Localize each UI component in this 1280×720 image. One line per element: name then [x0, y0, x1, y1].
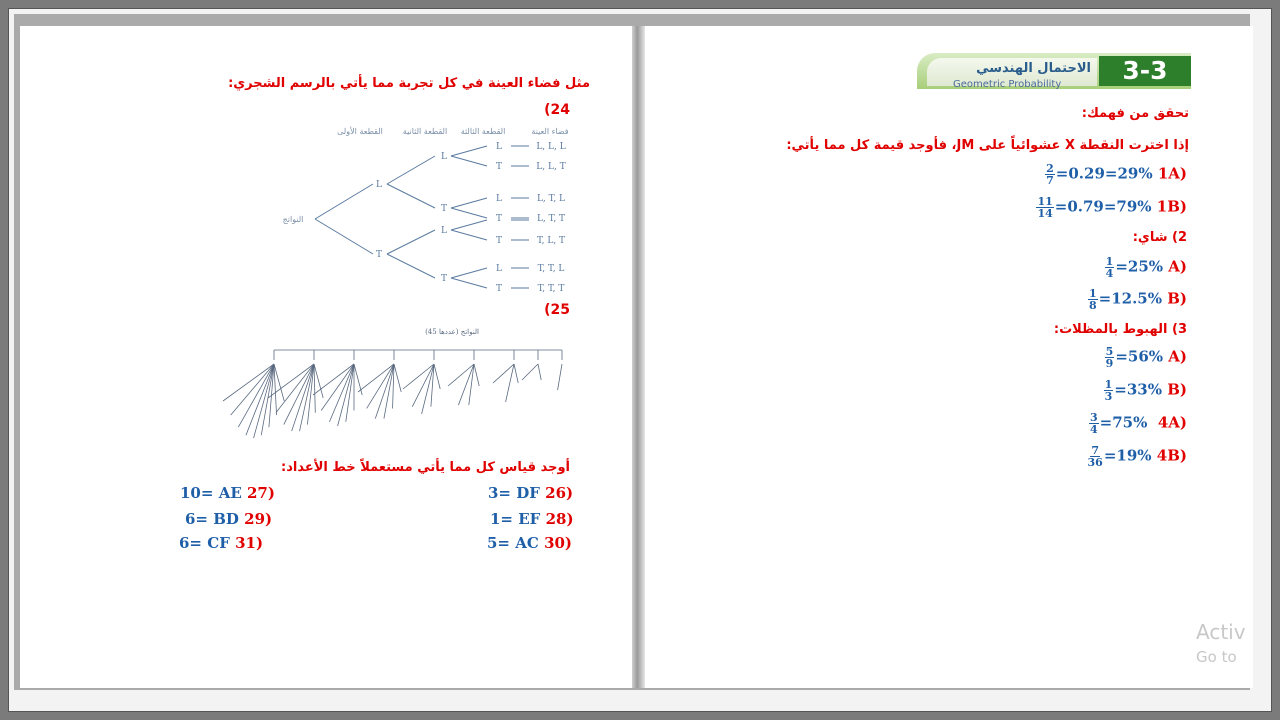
tree-node-3-4: T	[495, 214, 503, 224]
tree-node-3-6: T	[495, 236, 503, 246]
tree25-branch	[394, 364, 401, 392]
lesson-title-en: Geometric Probability	[953, 79, 1062, 90]
tree25-branch	[313, 364, 354, 395]
tree-outcome-4: L, T, T	[536, 214, 566, 224]
answer-27: 10= AE 27)	[180, 484, 275, 502]
tree25-branch	[538, 364, 541, 380]
tree25-branch	[246, 364, 274, 435]
sample-space-heading: مثل فضاء العينة في كل تجربة مما يأتي بالرسم الشجري:	[228, 76, 590, 91]
tree25-branch	[329, 364, 354, 422]
tree25-branch	[300, 364, 314, 431]
tree25-branch	[403, 364, 434, 389]
tree-root-label: النواتج	[282, 215, 304, 224]
tree-node-L1: L	[376, 180, 382, 190]
tree-node-T1: T	[375, 250, 383, 260]
lesson-title-ar: الاحتمال الهندسي	[976, 61, 1091, 76]
tree-outcome-1: L, L, L	[536, 142, 566, 152]
tree25-branch	[375, 364, 394, 419]
tree-outcome-7: T, T, L	[537, 264, 565, 274]
answer-26: 3= DF 26)	[488, 484, 574, 502]
tree25-branch	[338, 364, 354, 426]
tree25-root-label: النواتج (عددها 45)	[425, 328, 479, 336]
tree25-branch	[514, 364, 518, 383]
tree-node-T2b: T	[440, 274, 448, 284]
tree-col-label-3: القطعة الثالثة	[460, 127, 506, 136]
tree-outcome-2: L, L, T	[536, 162, 566, 172]
tree-outcome-6: T, L, T	[536, 236, 566, 246]
tree25-branch	[231, 364, 274, 415]
question-25-label: 25)	[544, 302, 570, 318]
lesson-header	[917, 53, 1191, 89]
item-3-heading: 3) الهبوط بالمظلات:	[1053, 322, 1187, 337]
answer-30: 5= AC 30)	[487, 534, 573, 552]
answer-31: 6= CF 31)	[179, 534, 264, 552]
tree-outcome-8: T, T, T	[537, 284, 565, 294]
answer-2B: $\frac{1}{8}$ =12.5% B)	[1088, 287, 1187, 312]
tree25-branch	[434, 364, 440, 389]
number-line-heading: أوجد قياس كل مما يأتي مستعملاً خط الأعداد:	[281, 460, 570, 475]
tree-col-label-2: القطعة الثانية	[402, 127, 448, 136]
answer-2A: $\frac{1}{4}$ =25% A)	[1105, 255, 1187, 280]
page-spine	[632, 26, 645, 688]
tree25-branch	[412, 364, 434, 407]
tree25-branch	[474, 364, 479, 386]
tree-node-3-3: L	[496, 194, 502, 204]
tree-diagram-24	[255, 124, 585, 324]
instruction-text: إذا اخترت النقطة X عشوائياً على JM، فأوجد قيمة كل مما يأتي:	[786, 138, 1189, 153]
tree-node-3-7: L	[496, 264, 502, 274]
check-understanding-heading: تحقق من فهمك:	[1081, 106, 1189, 121]
activation-watermark-subtitle: Go to	[1196, 648, 1237, 666]
tree-diagram-25	[190, 322, 580, 442]
right-page	[645, 26, 1253, 688]
answer-3B: $\frac{1}{3}$ =33% B)	[1104, 378, 1187, 403]
tree25-branch	[506, 364, 514, 402]
tree-col-label-1: القطعة الأولى	[337, 127, 383, 136]
answer-28: 1= EF 28)	[490, 510, 574, 528]
answer-4B: $\frac{7}{36}$ =19% 4B)	[1087, 444, 1187, 469]
answer-4A: $\frac{3}{4}$ =75% 4A)	[1090, 411, 1187, 436]
answer-1B: $\frac{11}{14}$ =0.79=79% 1B)	[1037, 195, 1187, 220]
lesson-number: 3-3	[1099, 56, 1191, 86]
answer-29: 6= BD 29)	[185, 510, 273, 528]
tree-col-label-4: فضاء العينة	[531, 127, 569, 136]
tree-node-L2a: L	[441, 152, 447, 162]
tree25-branch	[358, 364, 394, 392]
answer-1A: $\frac{2}{7}$ =0.29=29% 1A)	[1046, 162, 1187, 187]
tree25-branch	[493, 364, 514, 383]
tree-node-L2b: L	[441, 226, 447, 236]
question-24-label: 24)	[544, 102, 570, 118]
tree-node-3-2: T	[495, 162, 503, 172]
left-page	[20, 26, 632, 688]
activation-watermark-title: Activ	[1196, 620, 1246, 644]
tree-node-3-1: L	[496, 142, 502, 152]
tree-node-3-8: T	[495, 284, 503, 294]
tree25-branch	[284, 364, 314, 425]
answer-3A: $\frac{5}{9}$ =56% A)	[1105, 345, 1187, 370]
tree25-branch	[558, 364, 562, 390]
tree-node-T2a: T	[440, 204, 448, 214]
tree25-branch	[314, 364, 315, 413]
tree-outcome-3: L, T, L	[536, 194, 566, 204]
item-2-heading: 2) شاي:	[1132, 230, 1187, 245]
tree25-branch	[354, 364, 362, 395]
tree25-branch	[522, 364, 538, 380]
